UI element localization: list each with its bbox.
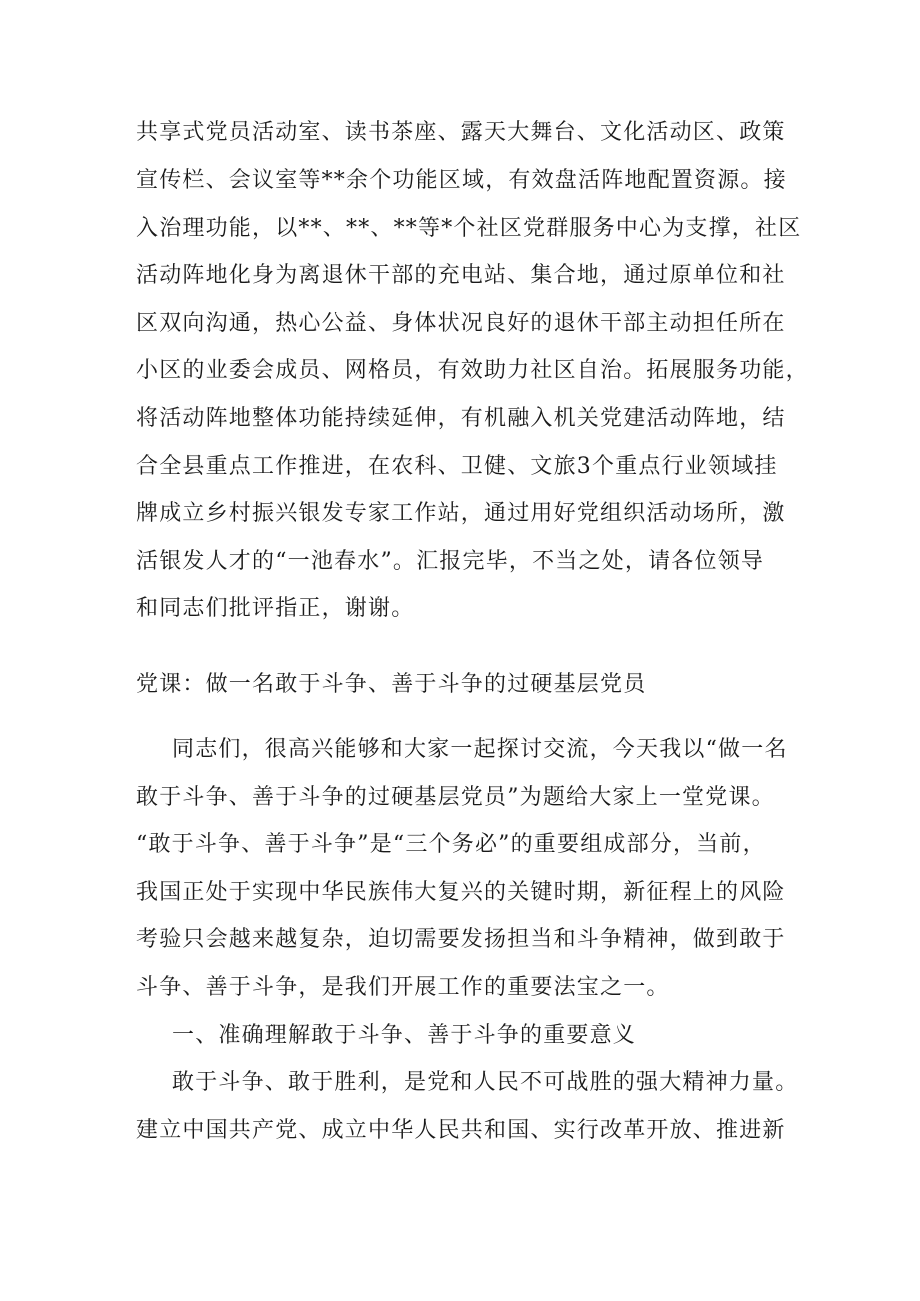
section-heading: 一、准确理解敢于斗争、善于斗争的重要意义 — [172, 1023, 637, 1048]
paragraph-line: 敢于斗争、善于斗争的过硬基层党员”为题给大家上一堂党课。 — [136, 785, 775, 810]
paragraph-line: 活动阵地化身为离退休干部的充电站、集合地，通过原单位和社 — [136, 263, 786, 288]
paragraph-line: 我国正处于实现中华民族伟大复兴的关键时期，新征程上的风险 — [136, 880, 786, 905]
paragraph-line: 合全县重点工作推进，在农科、卫健、文旅3个重点行业领域挂 — [136, 454, 778, 479]
paragraph-line: 和同志们批评指正，谢谢。 — [136, 596, 415, 621]
paragraph-line: 入治理功能，以**、**、**等*个社区党群服务中心为支撑，社区 — [136, 216, 802, 241]
paragraph-line: 共享式党员活动室、读书茶座、露天大舞台、文化活动区、政策 — [136, 120, 786, 145]
paragraph-line: 同志们，很高兴能够和大家一起探讨交流，今天我以“做一名 — [172, 737, 788, 762]
paragraph-line: “敢于斗争、善于斗争”是“三个务必”的重要组成部分，当前， — [136, 832, 766, 857]
lesson-title: 党课：做一名敢于斗争、善于斗争的过硬基层党员 — [136, 672, 647, 697]
paragraph-line: 小区的业委会成员、网格员，有效助力社区自治。拓展服务功能， — [136, 358, 809, 383]
paragraph-line: 将活动阵地整体功能持续延伸，有机融入机关党建活动阵地，结 — [136, 406, 786, 431]
paragraph-line: 活银发人才的“一池春水”。汇报完毕，不当之处，请各位领导 — [136, 549, 765, 574]
paragraph-line: 考验只会越来越复杂，迫切需要发扬担当和斗争精神，做到敢于 — [136, 927, 786, 952]
paragraph-line: 斗争、善于斗争，是我们开展工作的重要法宝之一。 — [136, 975, 670, 1000]
paragraph-line: 宣传栏、会议室等**余个功能区域，有效盘活阵地配置资源。接 — [136, 168, 787, 193]
paragraph-line: 敢于斗争、敢于胜利，是党和人民不可战胜的强大精神力量。 — [172, 1070, 799, 1095]
paragraph-line: 区双向沟通，热心公益、身体状况良好的退休干部主动担任所在 — [136, 311, 786, 336]
paragraph-line: 牌成立乡村振兴银发专家工作站，通过用好党组织活动场所，激 — [136, 501, 786, 526]
paragraph-line: 建立中国共产党、成立中华人民共和国、实行改革开放、推进新 — [136, 1118, 786, 1143]
